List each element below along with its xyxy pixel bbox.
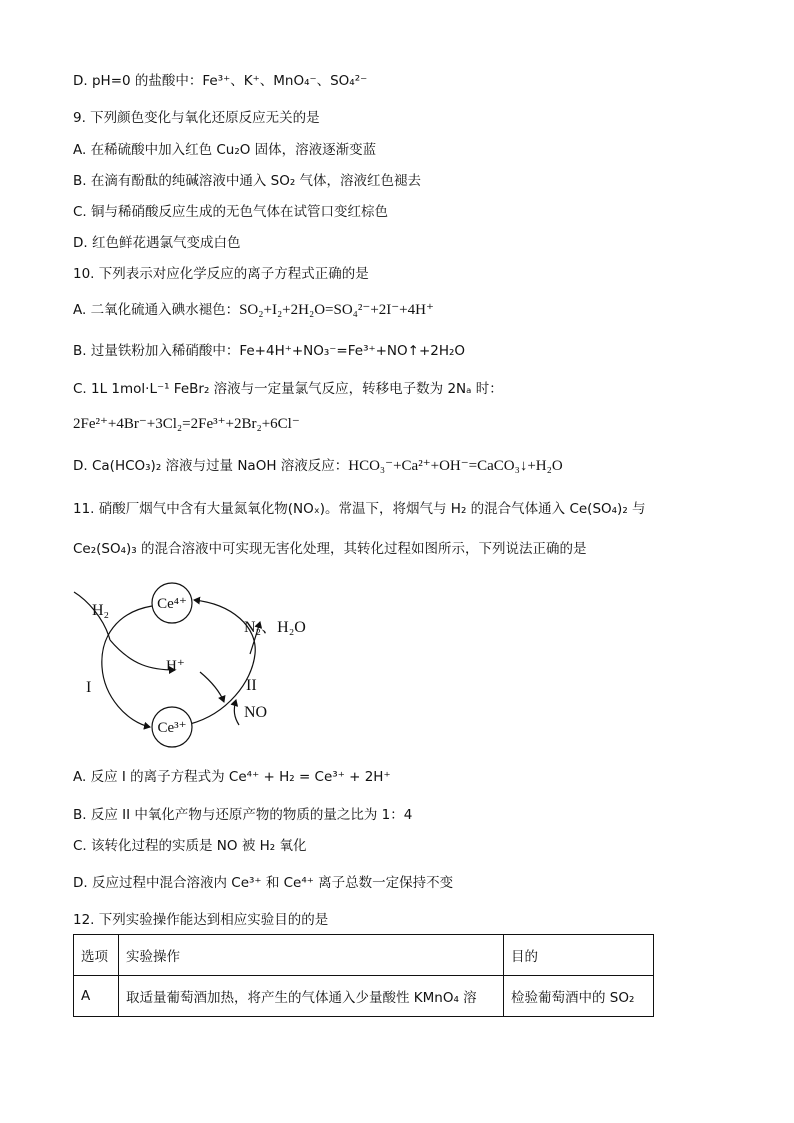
table-cell-purpose: 检验葡萄酒中的 SO₂ [504,976,654,1017]
q9-option-d: D. 红色鲜花遇氯气变成白色 [73,235,241,251]
q10-option-a-prefix: A. 二氧化硫通入碘水褪色： [73,302,240,318]
q10-option-c-line1: C. 1L 1mol·L⁻¹ FeBr₂ 溶液与一定量氯气反应，转移电子数为 2Nₐ 时： [73,381,503,397]
h-plus-label: H⁺ [166,658,185,674]
q12-table [73,934,654,1017]
reaction-ii-label: II [246,677,257,694]
ce3-label: Ce³⁺ [157,720,187,736]
q9-stem: 9. 下列颜色变化与氧化还原反应无关的是 [73,110,320,126]
q10-stem: 10. 下列表示对应化学反应的离子方程式正确的是 [73,266,369,282]
q12-stem: 12. 下列实验操作能达到相应实验目的的是 [73,912,329,928]
no-inflow-arrow [234,700,239,725]
q11-option-c: C. 该转化过程的实质是 NO 被 H₂ 氧化 [73,838,307,854]
q11-option-b: B. 反应 II 中氧化产物与还原产物的物质的量之比为 1：4 [73,807,413,823]
table-header-purpose: 目的 [504,935,654,976]
ce4-label: Ce⁴⁺ [157,596,187,612]
table-header-row [74,935,654,976]
q9-option-b: B. 在滴有酚酞的纯碱溶液中通入 SO₂ 气体，溶液红色褪去 [73,173,422,189]
reaction-i-label: I [86,679,92,696]
q11-option-a: A. 反应 I 的离子方程式为 Ce⁴⁺ + H₂ = Ce³⁺ + 2H⁺ [73,769,391,785]
q10-option-a-equation: SO₂+I₂+2H₂O=SO₄²⁻+2I⁻+4H⁺ [239,302,434,318]
q10-option-b: B. 过量铁粉加入稀硝酸中：Fe+4H⁺+NO₃⁻=Fe³⁺+NO↑+2H₂O [73,343,466,359]
q10-option-d-prefix: D. Ca(HCO₃)₂ 溶液与过量 NaOH 溶液反应： [73,458,349,474]
q11-stem-line2: Ce₂(SO₄)₃ 的混合溶液中可实现无害化处理，其转化过程如图所示，下列说法正确的是 [73,541,587,557]
q10-option-c-equation: 2Fe²⁺+4Br⁻+3Cl₂=2Fe³⁺+2Br₂+6Cl⁻ [73,416,300,432]
q9-option-a: A. 在稀硫酸中加入红色 Cu₂O 固体，溶液逐渐变蓝 [73,142,377,158]
reaction-i-arc [102,606,152,727]
table-cell-operation: 取适量葡萄酒加热，将产生的气体通入少量酸性 KMnO₄ 溶 [119,976,504,1017]
q11-stem-line1: 11. 硝酸厂烟气中含有大量氮氧化物(NOₓ)。常温下，将烟气与 H₂ 的混合气体通入 Ce(SO₄)₂ 与 [73,501,646,517]
h2-label: H₂ [92,602,110,619]
products-label: N₂、H₂O [244,619,306,636]
table-header-option: 选项 [74,935,119,976]
q9-option-c: C. 铜与稀硝酸反应生成的无色气体在试管口变红棕色 [73,204,389,220]
no-label: NO [244,704,268,721]
q11-option-d: D. 反应过程中混合溶液内 Ce³⁺ 和 Ce⁴⁺ 离子总数一定保持不变 [73,875,454,891]
ce-cycle-diagram [62,582,332,752]
table-cell-option: A [74,976,119,1017]
q10-option-d-equation: HCO₃⁻+Ca²⁺+OH⁻=CaCO₃↓+H₂O [348,458,563,474]
table-row [74,976,654,1017]
q10-option-d [73,457,563,475]
table-header-operation: 实验操作 [119,935,504,976]
q8-option-d: D. pH=0 的盐酸中：Fe³⁺、K⁺、MnO₄⁻、SO₄²⁻ [73,73,368,89]
h-plus-to-ii-arrow [200,672,224,702]
q10-option-a [73,301,434,319]
